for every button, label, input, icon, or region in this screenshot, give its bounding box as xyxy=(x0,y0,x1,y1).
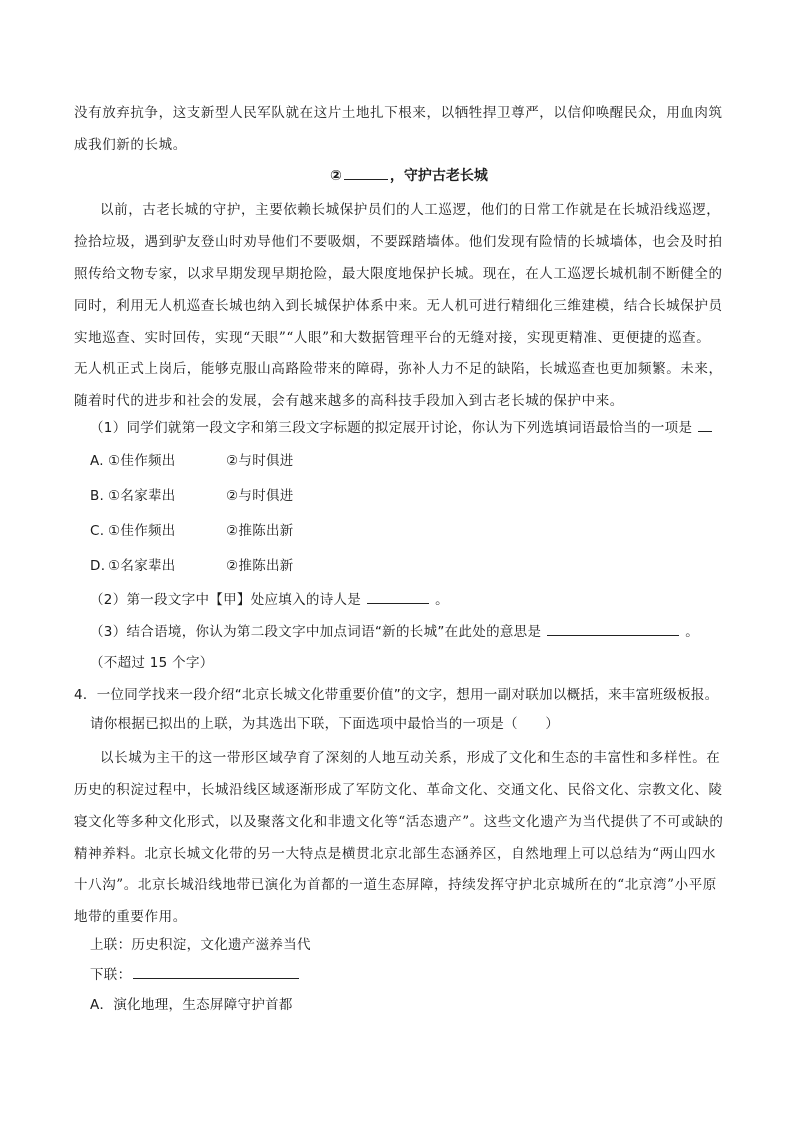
q1-option-b[interactable] xyxy=(90,484,294,504)
option-word-2: ②与时俱进 xyxy=(226,453,294,469)
option-word-1: ①名家辈出 xyxy=(108,488,176,504)
q4-passage-line: 精神养料。北京长城文化带的另一大特点是横贯北京北部生态涵养区，自然地理上可以总结为“两山四水 xyxy=(74,846,716,862)
option-letter: C. xyxy=(90,523,105,539)
q1-stem-text: （1）同学们就第一段文字和第三段文字标题的拟定展开讨论，你认为下列选填词语最恰当的一项是 xyxy=(90,420,693,436)
q4-passage-line: 地带的重要作用。 xyxy=(74,909,187,925)
passage2-line: 以前，古老长城的守护，主要依赖长城保护员们的人工巡逻，他们的日常工作就是在长城沿线巡逻， xyxy=(100,202,721,218)
q3 xyxy=(90,620,699,640)
intro-line-1: 没有放弃抗争，这支新型人民军队就在这片土地扎下根来，以牺牲捍卫尊严，以信仰唤醒民众，用血肉筑 xyxy=(74,105,723,121)
q4-stem-line-2: 请你根据已拟出的上联，为其选出下联，下面选项中最恰当的一项是（ ） xyxy=(90,716,560,732)
option-letter: B. xyxy=(90,488,105,504)
title-blank[interactable] xyxy=(344,178,388,180)
q2-end: 。 xyxy=(435,592,449,608)
section-title xyxy=(330,165,488,185)
passage2-line: 随着时代的进步和社会的发展，会有越来越多的高科技手段加入到古老长城的保护中来。 xyxy=(74,393,624,409)
q2-answer-blank[interactable] xyxy=(367,602,429,604)
q4-upper-couplet: 上联：历史积淀，文化遗产滋养当代 xyxy=(90,937,311,953)
section-number: ② xyxy=(330,168,342,184)
option-word-1: ①佳作频出 xyxy=(108,453,176,469)
q4-passage-line: 十八沟”。北京长城沿线地带已演化为首都的一道生态屏障，持续发挥守护北京城所在的“北京湾”小平原 xyxy=(74,877,717,893)
option-word-1: ①佳作频出 xyxy=(108,523,176,539)
q4-lower-label: 下联： xyxy=(90,967,132,983)
q4-passage-line: 寝文化等多种文化形式，以及聚落文化和非遗文化等“活态遗产”。这些文化遗产为当代提供了不可或缺的 xyxy=(74,814,724,830)
option-word-1: ①名家辈出 xyxy=(108,558,176,574)
q4-lower-blank[interactable] xyxy=(133,977,299,979)
q3-note: （不超过 15 个字） xyxy=(90,655,214,671)
q4-passage-line: 以长城为主干的这一带形区域孕育了深刻的人地互动关系，形成了文化和生态的丰富性和多样性。在 xyxy=(100,750,721,766)
q1-stem xyxy=(90,416,718,436)
q2 xyxy=(90,588,449,608)
passage2-line: 无人机正式上岗后，能够克服山高路险带来的障碍，弥补人力不足的缺陷，长城巡查也更加频繁。未来， xyxy=(74,361,723,377)
q4-option-a[interactable]: A．演化地理，生态屏障守护首都 xyxy=(90,997,293,1013)
option-word-2: ②推陈出新 xyxy=(226,523,294,539)
q2-text: （2）第一段文字中【甲】处应填入的诗人是 xyxy=(90,592,362,608)
q1-answer-blank[interactable] xyxy=(698,430,712,432)
passage2-line: 实地巡查、实时回传，实现“天眼”“人眼”和大数据管理平台的无缝对接，实现更精准、更便捷的巡查。 xyxy=(74,330,711,346)
q4-stem-line-1: 4．一位同学找来一段介绍“北京长城文化带重要价值”的文字，想用一副对联加以概括，来丰富班级板报。 xyxy=(74,687,719,703)
option-word-2: ②与时俱进 xyxy=(226,488,294,504)
option-letter: A. xyxy=(90,453,104,469)
q4-lower-couplet xyxy=(90,963,305,983)
passage2-line: 同时，利用无人机巡查长城也纳入到长城保护体系中来。无人机可进行精细化三维建模，结合长城保护员 xyxy=(74,298,723,314)
q4-passage-line: 历史的积淀过程中，长城沿线区域逐渐形成了军防文化、革命文化、交通文化、民俗文化、宗教文化、陵 xyxy=(74,782,723,798)
q1-option-d[interactable] xyxy=(90,554,294,574)
section-title-text: ，守护古老长城 xyxy=(389,168,488,184)
q3-end: 。 xyxy=(685,624,700,640)
intro-line-2: 成我们新的长城。 xyxy=(74,137,187,153)
option-word-2: ②推陈出新 xyxy=(226,558,294,574)
q1-option-c[interactable] xyxy=(90,519,294,539)
q3-text: （3）结合语境，你认为第二段文字中加点词语“新的长城”在此处的意思是 xyxy=(90,624,542,640)
passage2-line: 捡拾垃圾，遇到驴友登山时劝导他们不要吸烟，不要踩踏墙体。他们发现有险情的长城墙体，也会及时拍 xyxy=(74,234,723,250)
q1-option-a[interactable] xyxy=(90,449,294,469)
option-letter: D. xyxy=(90,558,106,574)
q3-answer-blank[interactable] xyxy=(547,634,679,636)
passage2-line: 照传给文物专家，以求早期发现早期抢险，最大限度地保护长城。现在，在人工巡逻长城机制不断健全的 xyxy=(74,266,723,282)
